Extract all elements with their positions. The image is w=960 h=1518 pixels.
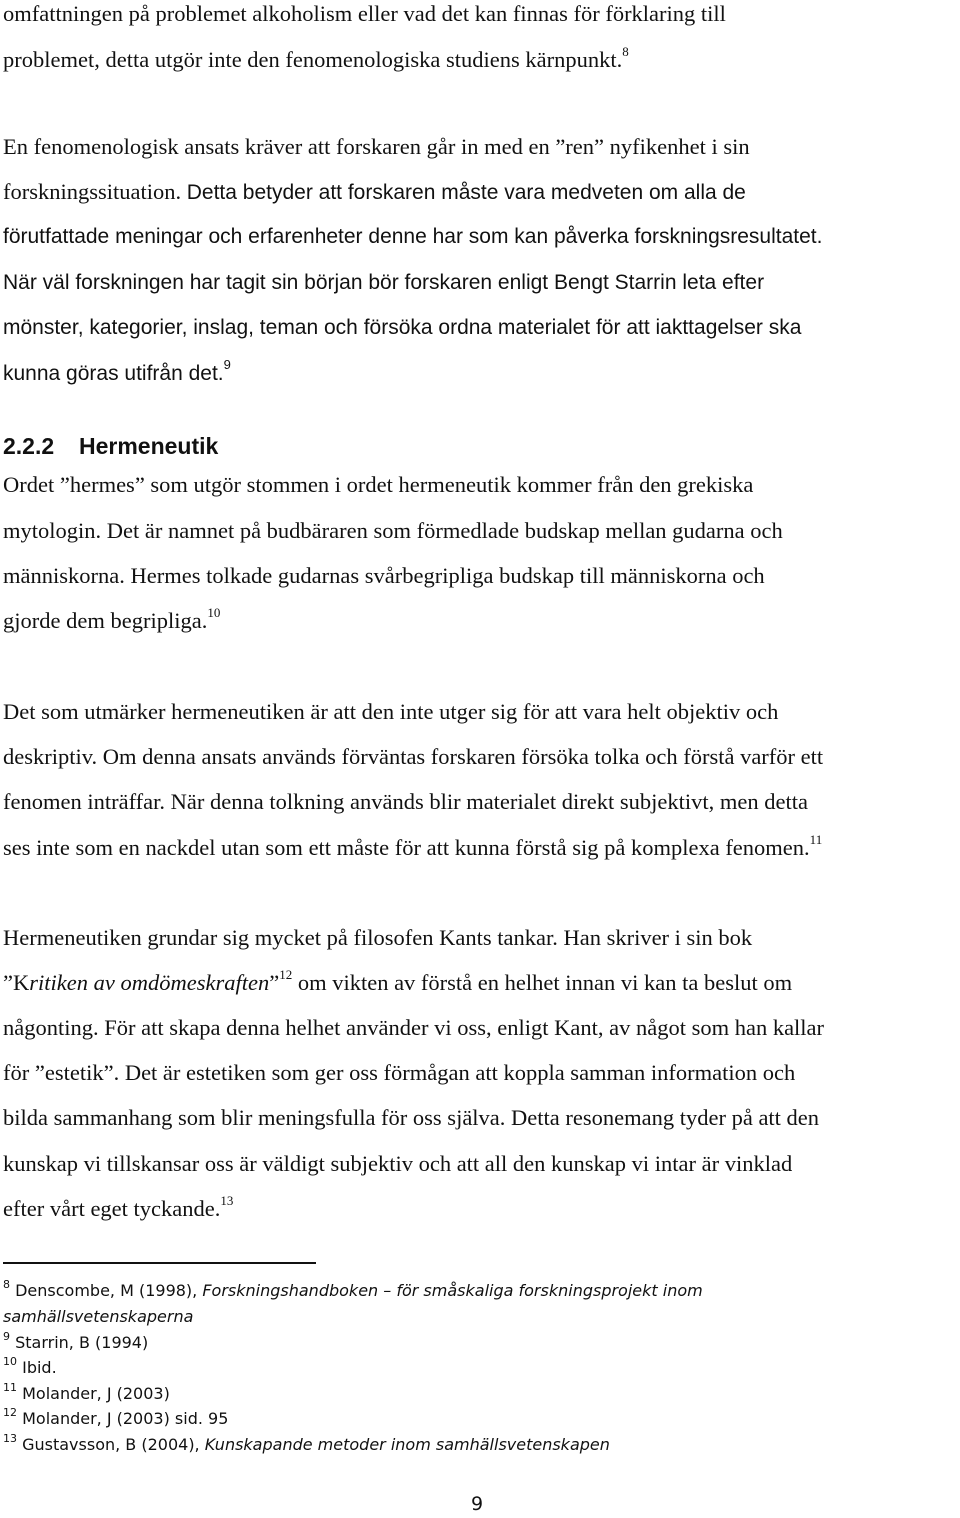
footnote: samhällsvetenskaperna <box>3 1307 194 1326</box>
body-line: Hermeneutiken grundar sig mycket på filosofen Kants tankar. Han skriver i sin bok <box>3 925 753 950</box>
footnote: $^{12}$ Molander, J (2003) sid. 95 <box>3 1406 229 1428</box>
footnote: $^9$ Starrin, B (1994) <box>3 1330 149 1352</box>
body-line: problemet, detta utgör inte den fenomenologiska studiens kärnpunkt.$^8$ <box>3 44 629 72</box>
body-line: ”Kritiken av omdömeskraften”$^{12}$ om vikten av förstå en helhet innan vi kan ta beslut om <box>3 967 793 995</box>
book-title: ritiken av omdömeskraften <box>29 970 270 995</box>
body-line: Det som utmärker hermeneutiken är att den inte utger sig för att vara helt objektiv och <box>3 699 779 724</box>
body-line: När väl forskningen har tagit sin början bör forskaren enligt Bengt Starrin leta efter <box>3 271 765 294</box>
body-line: omfattningen på problemet alkoholism eller vad det kan finnas för förklaring till <box>3 1 726 26</box>
footnote-ref: 9 <box>223 357 231 372</box>
body-line: deskriptiv. Om denna ansats används förväntas forskaren försöka tolka och förstå varför ett <box>3 744 824 769</box>
footnote-ref: 8 <box>622 44 629 59</box>
footnote-ref: 10 <box>207 605 221 620</box>
body-line: mönster, kategorier, inslag, teman och försöka ordna materialet för att iakttagelser ska <box>3 316 802 339</box>
body-line: gjorde dem begripliga.$^{10}$ <box>3 605 221 633</box>
body-line: Ordet ”hermes” som utgör stommen i ordet hermeneutik kommer från den grekiska <box>3 472 754 497</box>
footnote: $^8$ Denscombe, M (1998), Forskningshandboken – för småskaliga forskningsprojekt inom <box>3 1278 703 1300</box>
body-line: bilda sammanhang som blir meningsfulla för oss själva. Detta resonemang tyder på att den <box>3 1105 820 1130</box>
body-line: forskningssituation. Detta betyder att forskaren måste vara medveten om alla de <box>3 179 746 204</box>
page-number: 9 <box>471 1493 484 1515</box>
body-line: En fenomenologisk ansats kräver att forskaren går in med en ”ren” nyfikenhet i sin <box>3 134 750 159</box>
body-line: människorna. Hermes tolkade gudarnas svårbegripliga budskap till människorna och <box>3 563 765 588</box>
body-line: mytologin. Det är namnet på budbäraren som förmedlade budskap mellan gudarna och <box>3 518 783 543</box>
footnote: $^{10}$ Ibid. <box>3 1355 57 1377</box>
body-line: fenomen inträffar. När denna tolkning används blir materialet direkt subjektivt, men detta <box>3 789 808 814</box>
body-line: någonting. För att skapa denna helhet använder vi oss, enligt Kant, av något som han kallar <box>3 1015 825 1040</box>
body-line: efter vårt eget tyckande.$^{13}$ <box>3 1193 234 1221</box>
footnote-ref: 13 <box>220 1193 234 1208</box>
body-line: kunna göras utifrån det.$^9$ <box>3 357 231 385</box>
footnote-separator <box>3 1262 316 1264</box>
footnote-ref: 12 <box>279 967 293 982</box>
footnote: $^{11}$ Molander, J (2003) <box>3 1381 170 1403</box>
body-line: förutfattade meningar och erfarenheter denne har som kan påverka forskningsresultatet. <box>3 225 823 248</box>
section-heading: 2.2.2 Hermeneutik <box>3 433 219 459</box>
footnote-ref: 11 <box>809 832 823 847</box>
body-line: ses inte som en nackdel utan som ett måste för att kunna förstå sig på komplexa fenomen.$^{11}$ <box>3 832 823 860</box>
footnote: $^{13}$ Gustavsson, B (2004), Kunskapande metoder inom samhällsvetenskapen <box>3 1432 610 1454</box>
body-line: för ”estetik”. Det är estetiken som ger oss förmågan att koppla samman information och <box>3 1060 796 1085</box>
body-line: kunskap vi tillskansar oss är väldigt subjektiv och att all den kunskap vi intar är vinklad <box>3 1151 793 1176</box>
